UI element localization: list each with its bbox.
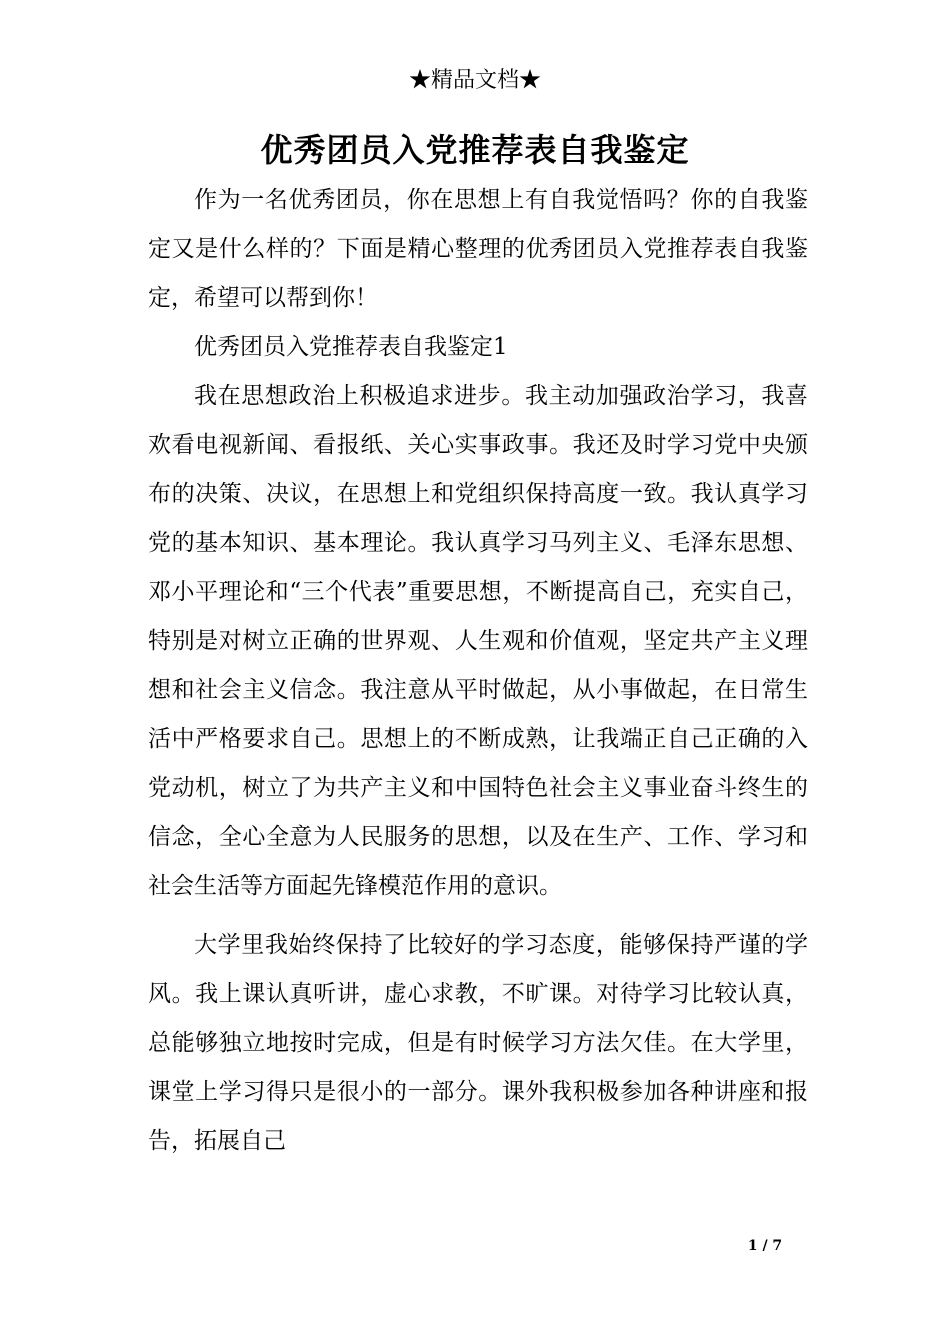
intro-paragraph: 作为一名优秀团员，你在思想上有自我觉悟吗？你的自我鉴定又是什么样的？下面是精心整理的优秀团员入党推荐表自我鉴定，希望可以帮到你！ [148, 187, 808, 311]
body-paragraph: 我在思想政治上积极追求进步。我主动加强政治学习，我喜欢看电视新闻、看报纸、关心实事政事。我还及时学习党中央颁布的决策、决议，在思想上和党组织保持高度一致。我认真学习党的基本知识、基本理论。我认真学习马列主义、毛泽东思想、邓小平理论和“三个代表”重要思想，不断提高自己，充实自己，特别是对树立正确的世界观、人生观和价值观，坚定共产主义理想和社会主义信念。我注意从平时做起，从小事做起，在日常生活中严格要求自己。思想上的不断成熟，让我端正自己正确的入党动机，树立了为共产主义和中国特色社会主义事业奋斗终生的信念，全心全意为人民服务的思想，以及在生产、工作、学习和社会生活等方面起先锋模范作用的意识。 [148, 383, 808, 899]
body-paragraph: 大学里我始终保持了比较好的学习态度，能够保持严谨的学风。我上课认真听讲，虚心求教，不旷课。对待学习比较认真，总能够独立地按时完成，但是有时候学习方法欠佳。在大学里，课堂上学习得只是很小的一部分。课外我积极参加各种讲座和报告，拓展自己 [148, 932, 808, 1154]
document-body [148, 176, 808, 1166]
document-title: 优秀团员入党推荐表自我鉴定 [260, 131, 690, 169]
page-number: 1 / 7 [747, 1238, 783, 1254]
section-heading: 优秀团员入党推荐表自我鉴定1 [194, 334, 508, 360]
header-mark: ★精品文档★ [408, 68, 541, 93]
